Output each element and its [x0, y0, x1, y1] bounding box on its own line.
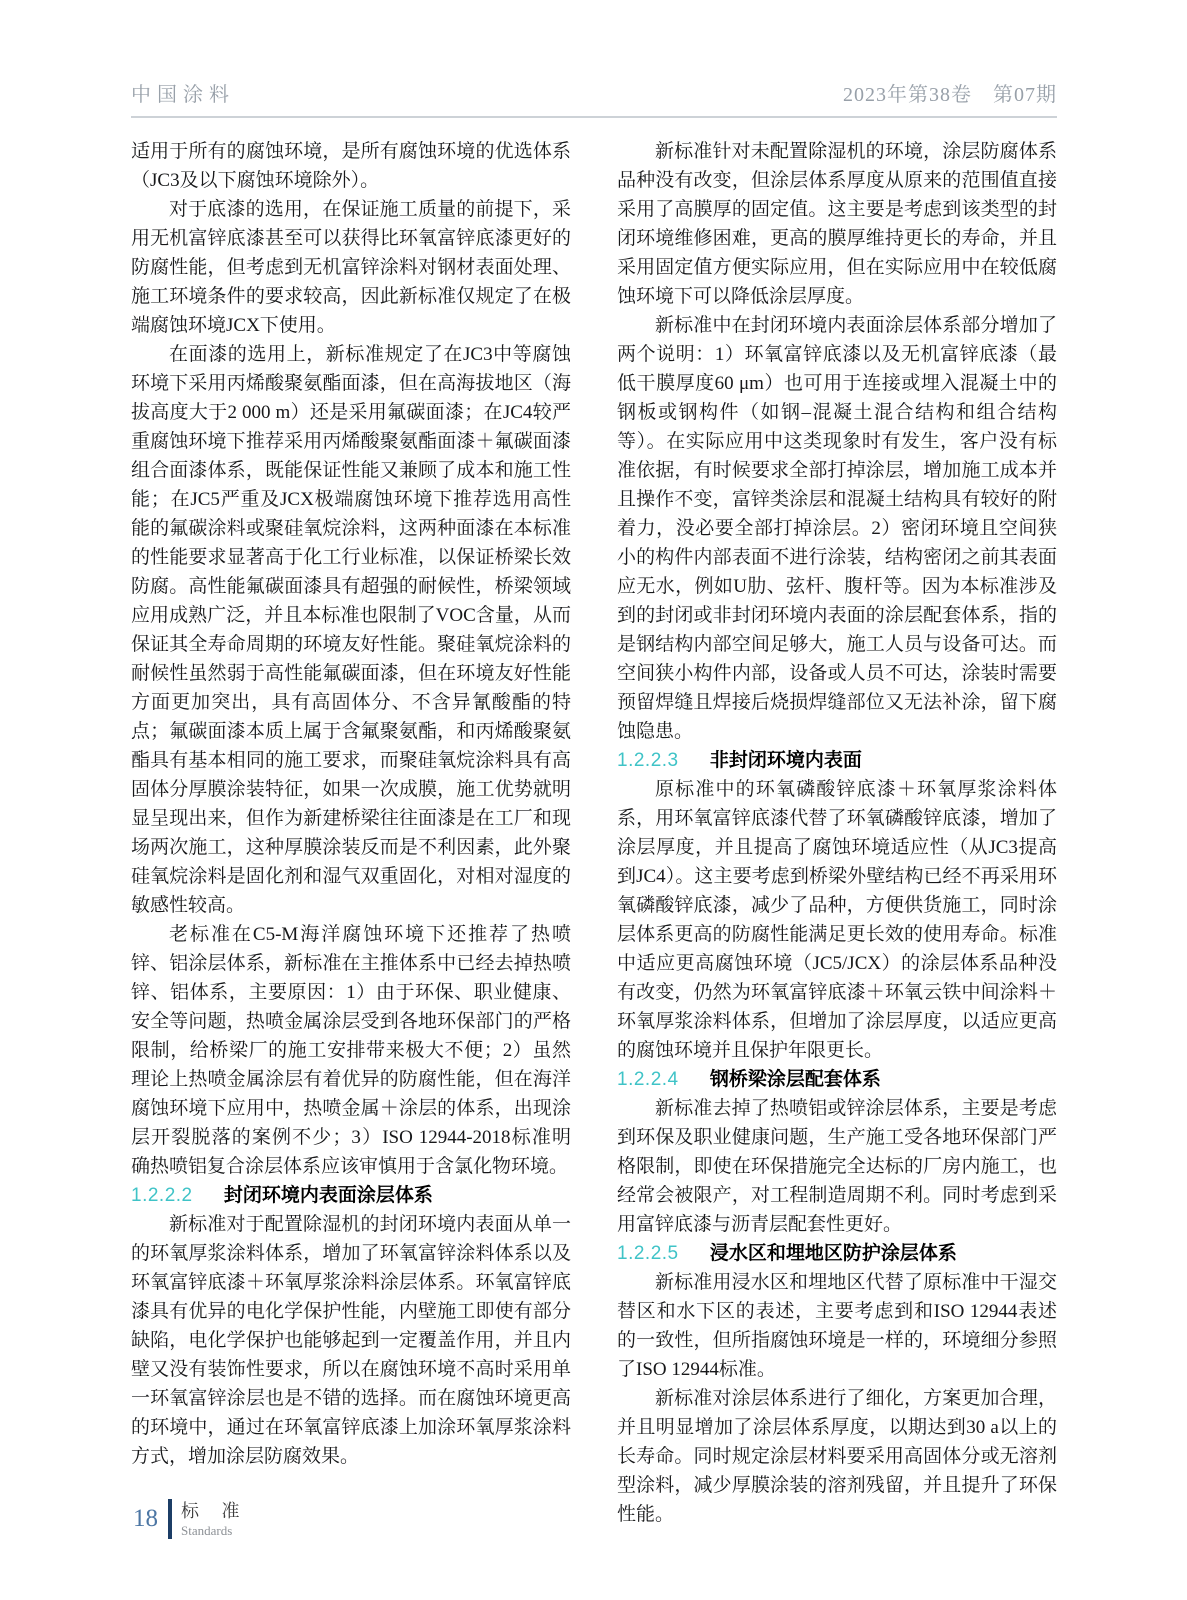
- body-paragraph: 适用于所有的腐蚀环境，是所有腐蚀环境的优选体系（JC3及以下腐蚀环境除外）。: [131, 141, 571, 191]
- section-title: 钢桥梁涂层配套体系: [709, 1069, 881, 1090]
- section-number: 1.2.2.5: [617, 1243, 679, 1264]
- section-number: 1.2.2.2: [131, 1185, 193, 1206]
- body-paragraph: 新标准对涂层体系进行了细化，方案更加合理，并且明显增加了涂层体系厚度，以期达到30 a以上的长寿命。同时规定涂层材料要采用高固体分或无溶剂型涂料，减少厚膜涂装的溶剂残留，并且提升了环保性能。: [617, 1388, 1057, 1525]
- page-header: [131, 78, 1057, 118]
- section-heading-1-2-2-2: [131, 1181, 571, 1210]
- page-footer: [133, 1499, 249, 1539]
- section-heading-1-2-2-5: [617, 1239, 1057, 1268]
- footer-section-en: Standards: [181, 1523, 233, 1538]
- body-paragraph: 在面漆的选用上，新标准规定了在JC3中等腐蚀环境下采用丙烯酸聚氨酯面漆，但在高海拔地区（海拔高度大于2 000 m）还是采用氟碳面漆；在JC4较严重腐蚀环境下推荐采用丙烯酸聚氨酯面漆＋氟碳面漆组合面漆体系，既能保证性能又兼顾了成本和施工性能；在JC5严重及JCX极端腐蚀环境下推荐选用高性能的氟碳涂料或聚硅氧烷涂料，这两种面漆在本标准的性能要求显著高于化工行业标准，以保证桥梁长效防腐。高性能氟碳面漆具有超强的耐候性，桥梁领域应用成熟广泛，并且本标准也限制了VOC含量，从而保证其全寿命周期的环境友好性能。聚硅氧烷涂料的耐候性虽然弱于高性能氟碳面漆，但在环境友好性能方面更加突出，具有高固体分、不含异氰酸酯的特点；氟碳面漆本质上属于含氟聚氨酯，和丙烯酸聚氨酯具有基本相同的施工要求，而聚硅氧烷涂料具有高固体分厚膜涂装特征，如果一次成膜，施工优势就明显呈现出来，但作为新建桥梁往往面漆是在工厂和现场两次施工，这种厚膜涂装反而是不利因素，此外聚硅氧烷涂料是固化剂和湿气双重固化，对相对湿度的敏感性较高。: [131, 344, 571, 916]
- body-paragraph: 新标准对于配置除湿机的封闭环境内表面从单一的环氧厚浆涂料体系，增加了环氧富锌涂料体系以及环氧富锌底漆＋环氧厚浆涂料涂层体系。环氧富锌底漆具有优异的电化学保护性能，内壁施工即使有部分缺陷，电化学保护也能够起到一定覆盖作用，并且内壁又没有装饰性要求，所以在腐蚀环境不高时采用单一环氧富锌涂层也是不错的选择。而在腐蚀环境更高的环境中，通过在环氧富锌底漆上加涂环氧厚浆涂料方式，增加涂层防腐效果。: [131, 1214, 571, 1467]
- body-paragraph: 老标准在C5-M海洋腐蚀环境下还推荐了热喷锌、铝涂层体系，新标准在主推体系中已经去掉热喷锌、铝体系，主要原因：1）由于环保、职业健康、安全等问题，热喷金属涂层受到各地环保部门的严格限制，给桥梁厂的施工安排带来极大不便；2）虽然理论上热喷金属涂层有着优异的防腐性能，但在海洋腐蚀环境下应用中，热喷金属＋涂层的体系，出现涂层开裂脱落的案例不少；3）ISO 12944-2018标准明确热喷铝复合涂层体系应该审慎用于含氯化物环境。: [131, 924, 571, 1177]
- section-number: 1.2.2.4: [617, 1069, 679, 1090]
- footer-section-labels: [181, 1500, 249, 1538]
- issue-info: 2023年第38卷 第07期: [843, 84, 1057, 106]
- section-title: 浸水区和埋地区防护涂层体系: [709, 1243, 957, 1264]
- section-number: 1.2.2.3: [617, 750, 679, 771]
- section-title: 封闭环境内表面涂层体系: [223, 1185, 433, 1206]
- footer-section-cn: 标 准: [181, 1501, 249, 1521]
- section-heading-1-2-2-4: [617, 1065, 1057, 1094]
- journal-title: 中国涂料: [131, 84, 235, 106]
- body-paragraph: 原标准中的环氧磷酸锌底漆＋环氧厚浆涂料体系，用环氧富锌底漆代替了环氧磷酸锌底漆，增加了涂层厚度，并且提高了腐蚀环境适应性（从JC3提高到JC4）。这主要考虑到桥梁外壁结构已经不再采用环氧磷酸锌底漆，减少了品种，方便供货施工，同时涂层体系更高的防腐性能满足更长效的使用寿命。标准中适应更高腐蚀环境（JC5/JCX）的涂层体系品种没有改变，仍然为环氧富锌底漆＋环氧云铁中间涂料＋环氧厚浆涂料体系，但增加了涂层厚度，以适应更高的腐蚀环境并且保护年限更长。: [617, 779, 1057, 1061]
- page-body: [131, 137, 1057, 1529]
- body-paragraph: 新标准用浸水区和埋地区代替了原标准中干湿交替区和水下区的表述，主要考虑到和ISO 12944表述的一致性，但所指腐蚀环境是一样的，环境细分参照了ISO 12944标准。: [617, 1272, 1057, 1380]
- body-paragraph: 新标准去掉了热喷铝或锌涂层体系，主要是考虑到环保及职业健康问题，生产施工受各地环保部门严格限制，即使在环保措施完全达标的厂房内施工，也经常会被限产，对工程制造周期不利。同时考虑到采用富锌底漆与沥青层配套性更好。: [617, 1098, 1057, 1235]
- footer-divider: [168, 1499, 172, 1539]
- page-number: 18: [133, 1505, 158, 1532]
- right-column: [617, 137, 1057, 1529]
- left-column: [131, 137, 571, 1529]
- body-paragraph: 新标准针对未配置除湿机的环境，涂层防腐体系品种没有改变，但涂层体系厚度从原来的范围值直接采用了高膜厚的固定值。这主要是考虑到该类型的封闭环境维修困难，更高的膜厚维持更长的寿命，并且采用固定值方便实际应用，但在实际应用中在较低腐蚀环境下可以降低涂层厚度。: [617, 141, 1057, 307]
- section-title: 非封闭环境内表面: [709, 750, 862, 771]
- body-paragraph: 新标准中在封闭环境内表面涂层体系部分增加了两个说明：1）环氧富锌底漆以及无机富锌底漆（最低干膜厚度60 μm）也可用于连接或埋入混凝土中的钢板或钢构件（如钢–混凝土混合结构和组合结构等）。在实际应用中这类现象时有发生，客户没有标准依据，有时候要求全部打掉涂层，增加施工成本并且操作不变，富锌类涂层和混凝土结构具有较好的附着力，没必要全部打掉涂层。2）密闭环境且空间狭小的构件内部表面不进行涂装，结构密闭之前其表面应无水，例如U肋、弦杆、腹杆等。因为本标准涉及到的封闭或非封闭环境内表面的涂层配套体系，指的是钢结构内部空间足够大，施工人员与设备可达。而空间狭小构件内部，设备或人员不可达，涂装时需要预留焊缝且焊接后烧损焊缝部位又无法补涂，留下腐蚀隐患。: [617, 315, 1057, 742]
- section-heading-1-2-2-3: [617, 746, 1057, 775]
- body-paragraph: 对于底漆的选用，在保证施工质量的前提下，采用无机富锌底漆甚至可以获得比环氧富锌底漆更好的防腐性能，但考虑到无机富锌涂料对钢材表面处理、施工环境条件的要求较高，因此新标准仅规定了在极端腐蚀环境JCX下使用。: [131, 199, 571, 336]
